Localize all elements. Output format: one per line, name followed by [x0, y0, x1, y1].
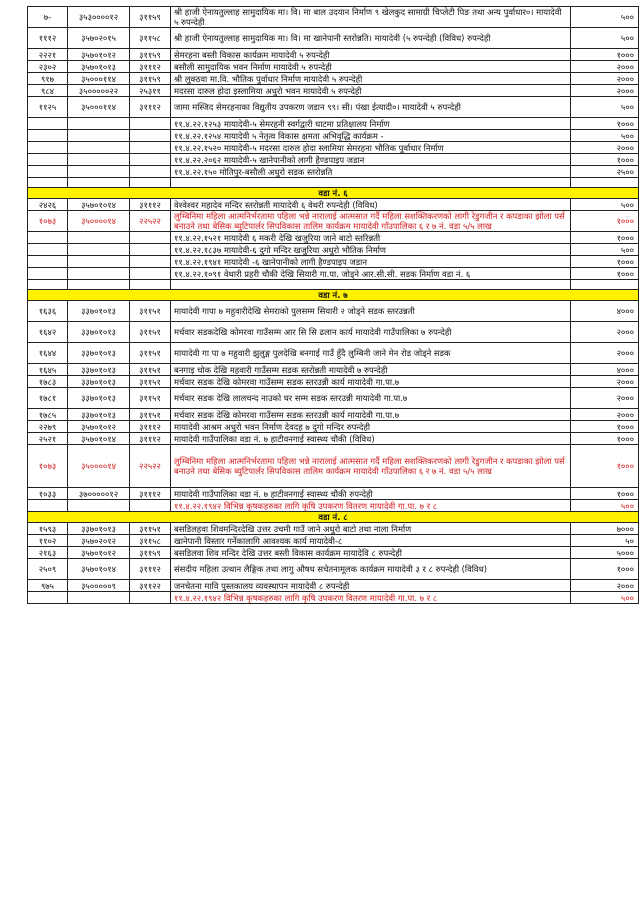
budget-code-cell: ३५०००११४: [68, 97, 130, 118]
description-cell: मायादेवी गाउँपालिका वडा नं. ७ हाटीवनगाई स्वास्थ्य चौकी (विविध): [171, 433, 571, 445]
budget-code-cell: ३३७०१०१३: [68, 364, 130, 376]
serial-number-cell: ७-: [28, 7, 68, 28]
amount-cell: ५००: [571, 28, 639, 49]
spacer-row: [28, 280, 639, 290]
expense-head-cell: २२५२२: [130, 211, 171, 232]
empty-cell: [28, 178, 68, 188]
serial-number-cell: २१६३: [28, 547, 68, 559]
table-row: [28, 256, 639, 268]
budget-code-cell: ३५००००१४: [68, 211, 130, 232]
amount-cell: २०००: [571, 73, 639, 85]
description-cell: मर्चवार सडक देखि कोमरवा गाउँसम्म सडक स्तरउन्नी कार्य मायादेवी गा.पा.७: [171, 376, 571, 388]
table-row: [28, 592, 639, 604]
table-row: [28, 28, 639, 49]
serial-number-cell: २२२१: [28, 49, 68, 61]
description-cell: बसडिलवा शिव मन्दिर देखि उत्तर बस्ती विकास कार्यक्रम मायादेवि ८ रुपन्देही: [171, 547, 571, 559]
serial-number-cell: ११०२: [28, 535, 68, 547]
expense-head-cell: [130, 142, 171, 154]
empty-cell: [171, 178, 571, 188]
budget-code-cell: [68, 256, 130, 268]
description-cell: जनचेतना मावि पुस्तकालय व्यवस्थापन मायादेवी ८ रुपन्देही: [171, 580, 571, 592]
budget-code-cell: ३५००००१४: [68, 445, 130, 488]
description-cell: मर्चवार सडकदेखि कोमरवा गाउँसम्म आर सि सि ढलान कार्य मायादेवी गाउँपालिका ७ रुपन्देही: [171, 322, 571, 343]
serial-number-cell: १६४२: [28, 322, 68, 343]
description-cell: सेमरहना बस्ती विकास कार्यक्रम मायादेवी ५ रुपन्देही: [171, 49, 571, 61]
expense-head-cell: ३१११२: [130, 559, 171, 580]
amount-cell: ४०००: [571, 364, 639, 376]
amount-cell: ५००: [571, 130, 639, 142]
budget-code-cell: ३३७०१०१३: [68, 322, 130, 343]
expense-head-cell: [130, 232, 171, 244]
amount-cell: १०००: [571, 421, 639, 433]
budget-code-cell: ३३७०१०१३: [68, 343, 130, 364]
budget-code-cell: ३७०००००१२: [68, 488, 130, 500]
amount-cell: १०००: [571, 118, 639, 130]
table-row: [28, 268, 639, 280]
description-cell: ११.४.२२.१५२० मायादेवी-५ मदरसा दारुल होदा स्लामिया सेमरहना भौतिक पुर्वाधार निर्माण: [171, 142, 571, 154]
expense-head-cell: ३११५९: [130, 73, 171, 85]
description-cell: मायादेवी गाउँपालिका वडा नं. ७ हाटीवनगाई स्वास्थ्य चौकी रुपन्देही: [171, 488, 571, 500]
table-row: [28, 376, 639, 388]
empty-cell: [68, 178, 130, 188]
serial-number-cell: [28, 232, 68, 244]
budget-code-cell: ३५७०१०१४: [68, 433, 130, 445]
expense-head-cell: ३११५८: [130, 535, 171, 547]
empty-cell: [130, 280, 171, 290]
empty-cell: [171, 280, 571, 290]
expense-head-cell: २५३११: [130, 85, 171, 97]
expense-head-cell: ३११५१: [130, 376, 171, 388]
expense-head-cell: ३११५१: [130, 388, 171, 409]
description-cell: ११.४.२२.१२५४ मायादेवी ५ नेतृत्व विकास क्षमता अभिवृद्धि कार्यक्रम -: [171, 130, 571, 142]
description-cell: ११.४.२२.१२५३ मायादेवी-५ सेमरहनी स्वर्गद्वारी घाटमा प्रतिक्षालय निर्माण: [171, 118, 571, 130]
amount-cell: ५००: [571, 199, 639, 211]
amount-cell: २०००: [571, 322, 639, 343]
description-cell: बसडिलहवा शिवमन्दिरदेखि उत्तर उचमी गाउँ जाने अधुरो बाटो तथा नाला निर्माण: [171, 523, 571, 535]
serial-number-cell: [28, 244, 68, 256]
expense-head-cell: [130, 166, 171, 178]
budget-code-cell: [68, 142, 130, 154]
description-cell: ११.४.२२.१९४२ विभिन्न कृषकहरुका लागि कृषि उपकरण वितरण मायादेवी गा.पा. ७ र ८: [171, 592, 571, 604]
description-cell: बसौली सामुदायिक भवन निर्माण मायादेवी ५ रुपन्देही: [171, 61, 571, 73]
description-cell: मर्चवार सडक देखि लालचन्द नाउको घर सम्म सडक स्तरउन्नी मायादेवी गा.पा.७: [171, 388, 571, 409]
ward-title: वडा नं. ६: [28, 188, 639, 199]
serial-number-cell: १७८१: [28, 388, 68, 409]
budget-code-cell: ३५०००००९: [68, 580, 130, 592]
description-cell: श्री हाजी ऐनायतुल्लाह सामुदायिक मा। वि। मा बाल उदयान निर्माण ९ खेलकुद सामाग्री चिप्लेटी पिङ तथा अन्य पुर्वाधार०। मायादेवी ५ रुपन्देही: [171, 7, 571, 28]
serial-number-cell: २३०२: [28, 61, 68, 73]
table-row: [28, 154, 639, 166]
expense-head-cell: [130, 244, 171, 256]
serial-number-cell: [28, 268, 68, 280]
amount-cell: ५०००: [571, 547, 639, 559]
description-cell: मायादेवी गा पा ७ महुवारी झुलुङ्ग पुलदेखि बनगाई गाउँ हुँदै लुम्बिनी जाने मेन रोड जोड्ने सडक: [171, 343, 571, 364]
budget-code-cell: ३५७०१०१२: [68, 421, 130, 433]
amount-cell: २०००: [571, 580, 639, 592]
budget-code-cell: ३५७०१०१३: [68, 61, 130, 73]
expense-head-cell: ३११५९: [130, 7, 171, 28]
serial-number-cell: [28, 118, 68, 130]
amount-cell: १०००: [571, 268, 639, 280]
expense-head-cell: [130, 500, 171, 512]
serial-number-cell: २५०९: [28, 559, 68, 580]
serial-number-cell: १०३३: [28, 488, 68, 500]
empty-cell: [571, 178, 639, 188]
serial-number-cell: [28, 256, 68, 268]
expense-head-cell: ३११५९: [130, 49, 171, 61]
expense-head-cell: [130, 268, 171, 280]
budget-code-cell: [68, 166, 130, 178]
budget-code-cell: ३३७०१०१३: [68, 409, 130, 421]
table-row: [28, 49, 639, 61]
serial-number-cell: ९१७: [28, 73, 68, 85]
amount-cell: २०००: [571, 388, 639, 409]
serial-number-cell: [28, 142, 68, 154]
ward-header-row: [28, 512, 639, 523]
expense-head-cell: [130, 118, 171, 130]
description-cell: श्री लुक्ठवा मा.वि. भौतिक पुर्वाधार निर्माण मायादेवी ५ रुपन्देही: [171, 73, 571, 85]
empty-cell: [28, 280, 68, 290]
table-row: [28, 547, 639, 559]
serial-number-cell: १६४५: [28, 364, 68, 376]
amount-cell: १०००: [571, 445, 639, 488]
budget-code-cell: ३५७०१०१४: [68, 559, 130, 580]
expense-head-cell: २२५२२: [130, 445, 171, 488]
serial-number-cell: २२७९: [28, 421, 68, 433]
table-row: [28, 142, 639, 154]
expense-head-cell: ३१११२: [130, 488, 171, 500]
table-row: [28, 500, 639, 512]
table-row: [28, 130, 639, 142]
description-cell: ११.४.२२.१९४१ मायादेवी -६ खानेपानीको लागी हैण्डपाइप जडान: [171, 256, 571, 268]
amount-cell: २०००: [571, 376, 639, 388]
amount-cell: ५०: [571, 535, 639, 547]
ward-title: वडा नं. ८: [28, 512, 639, 523]
table-row: [28, 199, 639, 211]
description-cell: ११.४.२२.१८३७ मायादेवी-६ दुगो मन्दिर खजुरिया अधुरो भौतिक निर्माण: [171, 244, 571, 256]
budget-code-cell: ३५७०१०१२: [68, 49, 130, 61]
expense-head-cell: ३११५९: [130, 547, 171, 559]
description-cell: जामा मस्जिद सेमरहनाका विद्युतीय उपकरण जडान ९९। सी। पंखा ईत्यादी०। मायादेवी ५ रुपन्देही: [171, 97, 571, 118]
budget-code-cell: ३५०००००२२: [68, 85, 130, 97]
spacer-row: [28, 178, 639, 188]
budget-table-body: [28, 7, 639, 604]
table-row: [28, 364, 639, 376]
budget-table: [27, 6, 639, 604]
table-row: [28, 580, 639, 592]
table-row: [28, 211, 639, 232]
table-row: [28, 232, 639, 244]
table-row: [28, 118, 639, 130]
amount-cell: १०००: [571, 154, 639, 166]
table-row: [28, 488, 639, 500]
table-row: [28, 73, 639, 85]
expense-head-cell: ३१११२: [130, 97, 171, 118]
table-row: [28, 322, 639, 343]
expense-head-cell: [130, 256, 171, 268]
budget-code-cell: [68, 500, 130, 512]
table-row: [28, 166, 639, 178]
serial-number-cell: १०७३: [28, 211, 68, 232]
serial-number-cell: १६३६: [28, 301, 68, 322]
description-cell: ११.४.२२.१०९१ वेथारी प्रहरी चौकी देखि सियारी गा.पा. जोड्ने आर.सी.सी. सडक निर्माण वडा नं. ६: [171, 268, 571, 280]
table-row: [28, 409, 639, 421]
expense-head-cell: [130, 130, 171, 142]
serial-number-cell: [28, 130, 68, 142]
table-row: [28, 445, 639, 488]
budget-code-cell: ३३७०१०१३: [68, 388, 130, 409]
amount-cell: १०००: [571, 232, 639, 244]
description-cell: ११.४.२२.२०६२ मायादेवी-५ खानेपानीको लागी हैण्डपाइप जडान: [171, 154, 571, 166]
budget-code-cell: [68, 244, 130, 256]
amount-cell: ५००: [571, 592, 639, 604]
table-row: [28, 7, 639, 28]
budget-code-cell: ३५७०१०१२: [68, 547, 130, 559]
serial-number-cell: ९८४: [28, 85, 68, 97]
serial-number-cell: ९७५: [28, 580, 68, 592]
serial-number-cell: २५२१: [28, 433, 68, 445]
amount-cell: १०००: [571, 211, 639, 232]
serial-number-cell: १७८३: [28, 376, 68, 388]
description-cell: खानेपानी विस्तार गर्नेकालागि आवश्यक कार्य मायादेवी-८: [171, 535, 571, 547]
table-row: [28, 85, 639, 97]
description-cell: संसदीय महिला उत्थान लैङ्गिक तथा लागु औषध सचेतनामूलक कार्यक्रम मायादेवी ३ र ८ रुपन्देही (विविध): [171, 559, 571, 580]
description-cell: लुम्बिनिमा महिला आत्मनिर्भरतामा पहिला भन्ने नारालाई आत्मसात गर्दै महिला सशक्तिकरणको लागी रेडुगजीन र कपडाका झोला पर्स बनाउने तथा बेसिक ब्युटिपार्लर सिपविकास तालिम कार्यक्रम मायादेवी गाँउपालिका ६ र ७ नं. वडा ५/५ लाख: [171, 211, 571, 232]
description-cell: मायादेवी आश्रम अधुरो भवन निर्माण देवदह ७ दुगो मन्दिर रुपन्देही: [171, 421, 571, 433]
budget-code-cell: ३५३००००१२: [68, 7, 130, 28]
amount-cell: १०००: [571, 559, 639, 580]
table-row: [28, 433, 639, 445]
serial-number-cell: [28, 166, 68, 178]
serial-number-cell: [28, 500, 68, 512]
expense-head-cell: ३११५१: [130, 343, 171, 364]
description-cell: लुम्बिनिमा महिला आत्मनिर्भरतामा पहिला भन्ने नारालाई आत्मसात गर्दै महिला सशक्तिकरणको लागी रेडुगजीन र कपडाका झोला पर्स बनाउने तथा बेसिक ब्युटिपार्लर सिपविकास तालिम कार्यक्रम मायादेवी गाँउपालिका ६ र ७ नं. वडा ५/५ लाख: [171, 445, 571, 488]
serial-number-cell: १०७३: [28, 445, 68, 488]
serial-number-cell: [28, 592, 68, 604]
amount-cell: २५००: [571, 166, 639, 178]
budget-code-cell: ३३७०१०१३: [68, 523, 130, 535]
expense-head-cell: ३१११२: [130, 199, 171, 211]
table-row: [28, 523, 639, 535]
amount-cell: ५००: [571, 97, 639, 118]
budget-table-sheet: [27, 6, 638, 604]
table-row: [28, 97, 639, 118]
amount-cell: ५००: [571, 244, 639, 256]
table-row: [28, 244, 639, 256]
amount-cell: १०००: [571, 256, 639, 268]
amount-cell: ४०००: [571, 301, 639, 322]
amount-cell: २०००: [571, 343, 639, 364]
amount-cell: १०००: [571, 49, 639, 61]
empty-cell: [68, 280, 130, 290]
amount-cell: ७०००: [571, 523, 639, 535]
description-cell: मायादेवी गापा ७ महुवारीदेखि सेमराको पुलसम्म सियारी २ जोड्ने सडक स्तरउन्नती: [171, 301, 571, 322]
expense-head-cell: ३११५१: [130, 409, 171, 421]
description-cell: मर्चवार सडक देखि कोमरवा गाउँसम्म सडक स्तरउन्नी कार्य मायादेवी गा.पा.७: [171, 409, 571, 421]
expense-head-cell: [130, 592, 171, 604]
budget-code-cell: ३३७०१०१३: [68, 301, 130, 322]
serial-number-cell: १११२: [28, 28, 68, 49]
expense-head-cell: ३१११२: [130, 61, 171, 73]
serial-number-cell: १६४४: [28, 343, 68, 364]
table-row: [28, 559, 639, 580]
budget-code-cell: ३५७०२०१२: [68, 535, 130, 547]
budget-code-cell: [68, 118, 130, 130]
expense-head-cell: [130, 154, 171, 166]
table-row: [28, 301, 639, 322]
budget-code-cell: [68, 232, 130, 244]
amount-cell: १०००: [571, 433, 639, 445]
expense-head-cell: ३१११२: [130, 433, 171, 445]
amount-cell: ५००: [571, 7, 639, 28]
description-cell: ११.४.२२.१५० मोतिपुर-बसौली अधुरो सडक स्तरोन्नति: [171, 166, 571, 178]
ward-title: वडा नं. ७: [28, 290, 639, 301]
table-row: [28, 421, 639, 433]
expense-head-cell: ३११२२: [130, 580, 171, 592]
expense-head-cell: ३११५१: [130, 523, 171, 535]
budget-code-cell: ३५७०१०१४: [68, 199, 130, 211]
budget-code-cell: ३५७०२०१५: [68, 28, 130, 49]
ward-header-row: [28, 290, 639, 301]
serial-number-cell: ११२५: [28, 97, 68, 118]
description-cell: वेश्वेश्वर महादेव मन्दिर स्तरोन्नती मायादेवी ६ वेथरी रुपन्देही (विविध): [171, 199, 571, 211]
amount-cell: १०००: [571, 488, 639, 500]
empty-cell: [571, 280, 639, 290]
expense-head-cell: ३१११२: [130, 421, 171, 433]
table-row: [28, 343, 639, 364]
empty-cell: [130, 178, 171, 188]
budget-code-cell: [68, 130, 130, 142]
description-cell: बनगाइ चोक देखि महवारी गाउँसम्म सडक स्तरोन्नती मायादेवी ७ रुपन्देही: [171, 364, 571, 376]
amount-cell: २०००: [571, 409, 639, 421]
expense-head-cell: ३११५१: [130, 301, 171, 322]
budget-code-cell: [68, 154, 130, 166]
budget-code-cell: ३५०००११४: [68, 73, 130, 85]
description-cell: ११.४.२२.१५२१ मायादेवी ६ मकरी देखि खजुरिया जाने बाटो स्तरिन्नती: [171, 232, 571, 244]
table-row: [28, 388, 639, 409]
description-cell: मदरसा दारुल होदा इस्लामिया अधुरो भवन मायादेवी ५ रुपन्देही: [171, 85, 571, 97]
serial-number-cell: १५९३: [28, 523, 68, 535]
serial-number-cell: २४२६: [28, 199, 68, 211]
amount-cell: २०००: [571, 85, 639, 97]
ward-header-row: [28, 188, 639, 199]
amount-cell: ५००: [571, 500, 639, 512]
description-cell: ११.४.२२.१९४२ विभिन्न कृषकहरुका लागि कृषि उपकरण वितरण मायादेवी गा.पा. ७ र ८: [171, 500, 571, 512]
expense-head-cell: ३११५१: [130, 364, 171, 376]
serial-number-cell: [28, 154, 68, 166]
amount-cell: २०००: [571, 61, 639, 73]
budget-code-cell: ३३७०१०१३: [68, 376, 130, 388]
description-cell: श्री हाजी ऐनायतुल्लाह सामुदायिक मा। वि। मा खानेपानी स्तरोन्नति। मायादेवी (५ रुपन्देही (विविध) रुपन्देही: [171, 28, 571, 49]
budget-code-cell: [68, 592, 130, 604]
serial-number-cell: १७८५: [28, 409, 68, 421]
table-row: [28, 61, 639, 73]
expense-head-cell: ३११५१: [130, 322, 171, 343]
expense-head-cell: ३११५८: [130, 28, 171, 49]
table-row: [28, 535, 639, 547]
amount-cell: २०००: [571, 142, 639, 154]
budget-code-cell: [68, 268, 130, 280]
